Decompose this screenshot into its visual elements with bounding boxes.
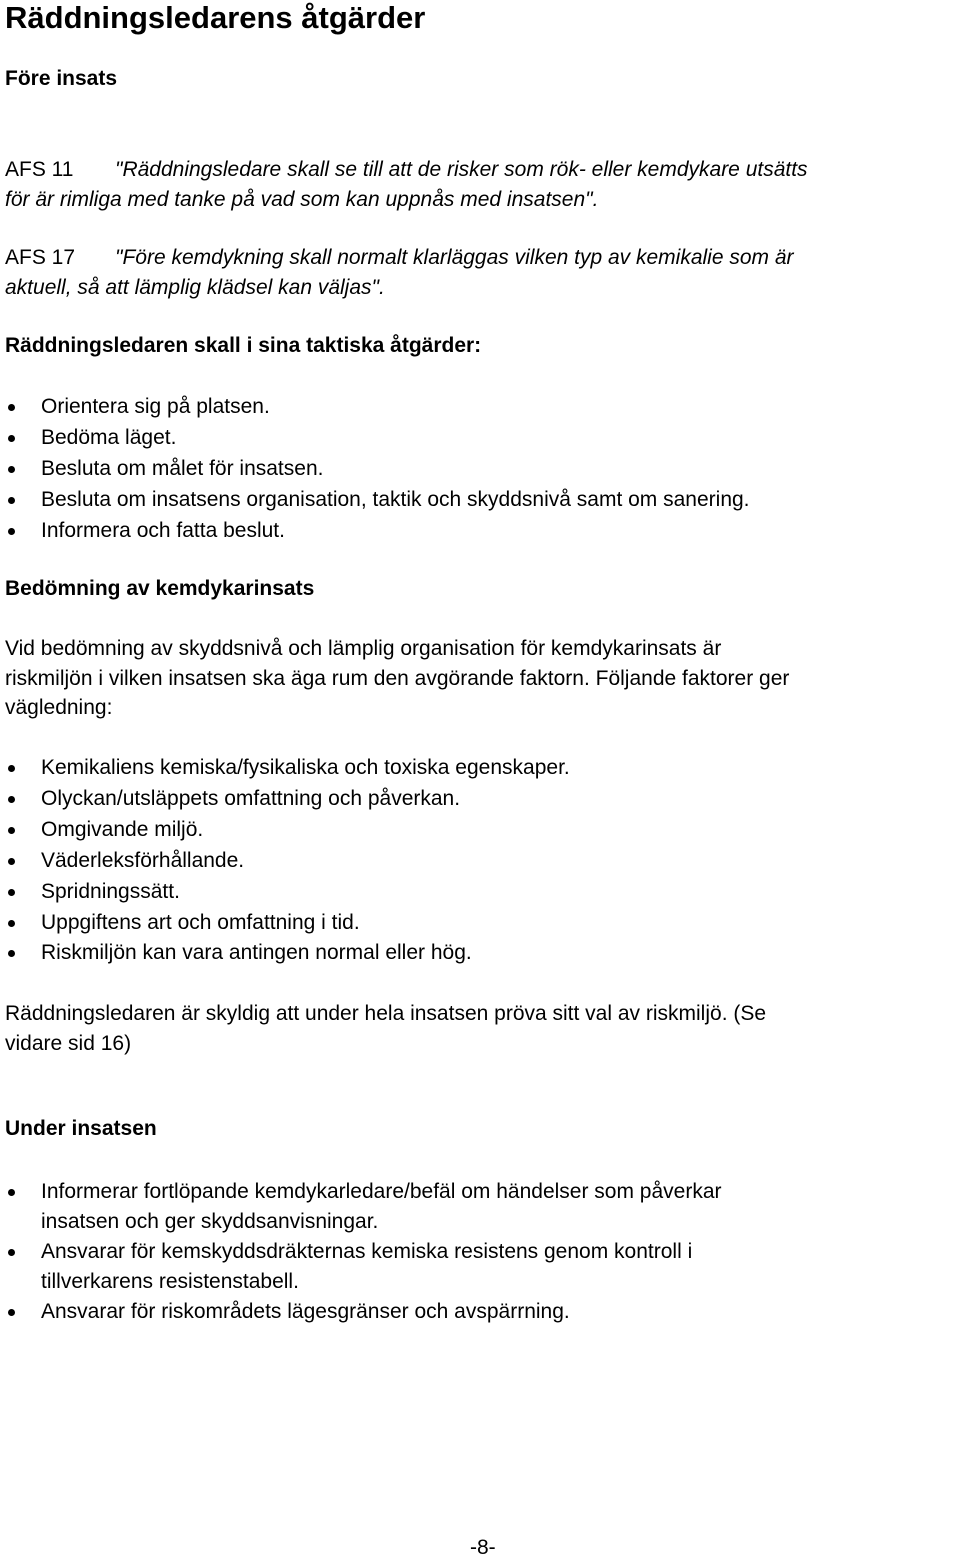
bullet-icon (8, 1249, 15, 1256)
afs11-quote-line-1: "Räddningsledare skall se till att de risker som rök- eller kemdykare utsätts (115, 158, 808, 181)
during-operation-list (0, 1177, 960, 1327)
bullet-icon (8, 528, 15, 535)
bullet-icon (8, 950, 15, 957)
assessment-line-1: Vid bedömning av skyddsnivå och lämplig organisation för kemdykarinsats är (5, 637, 722, 660)
list-item: Riskmiljön kan vara antingen normal eller hög. (0, 938, 960, 969)
afs11-paragraph (5, 155, 808, 214)
list-item: Ansvarar för kemskyddsdräkternas kemiska resistens genom kontroll i tillverkarens resistenstabell. (0, 1237, 960, 1297)
bullet-icon (8, 765, 15, 772)
bullet-icon (8, 858, 15, 865)
list-item: Kemikaliens kemiska/fysikaliska och toxiska egenskaper. (0, 753, 960, 784)
afs11-line-2: för är rimliga med tanke på vad som kan uppnås med insatsen". (5, 187, 599, 211)
list-item: Ansvarar för riskområdets lägesgränser och avspärrning. (0, 1297, 960, 1327)
page-title: Räddningsledarens åtgärder (5, 0, 426, 35)
bullet-icon (8, 1309, 15, 1316)
assessment-paragraph (5, 634, 789, 723)
section-heading-bedomning: Bedömning av kemdykarinsats (5, 577, 315, 600)
afs17-quote-line-1: "Före kemdykning skall normalt klarläggas vilken typ av kemikalie som är (115, 246, 794, 269)
afs17-paragraph (5, 243, 794, 302)
afs11-label: AFS 11 (5, 158, 74, 181)
closing-line-1: Räddningsledaren är skyldig att under hela insatsen pröva sitt val av riskmiljö. (Se (5, 1002, 767, 1025)
tactical-measures-list (0, 392, 960, 547)
closing-paragraph (5, 999, 766, 1058)
list-item: Omgivande miljö. (0, 815, 960, 846)
section-heading-fore-insats: Före insats (5, 67, 118, 90)
closing-line-2: vidare sid 16) (5, 1031, 132, 1055)
bullet-icon (8, 497, 15, 504)
list-item: Besluta om insatsens organisation, taktik och skyddsnivå samt om sanering. (0, 485, 960, 516)
section-heading-under-insatsen: Under insatsen (5, 1117, 157, 1140)
list-item: Uppgiftens art och omfattning i tid. (0, 908, 960, 939)
bullet-icon (8, 435, 15, 442)
list-item: Besluta om målet för insatsen. (0, 454, 960, 485)
bullet-icon (8, 466, 15, 473)
assessment-line-3: vägledning: (5, 696, 113, 719)
list-item: Orientera sig på platsen. (0, 392, 960, 423)
list-item: Bedöma läget. (0, 423, 960, 454)
bullet-icon (8, 920, 15, 927)
bullet-icon (8, 1189, 15, 1196)
bullet-icon (8, 889, 15, 896)
list-item: Väderleksförhållande. (0, 846, 960, 877)
bullet-icon (8, 404, 15, 411)
page-number: -8- (470, 1536, 496, 1559)
afs11-line-1 (5, 155, 808, 185)
afs17-line-2: aktuell, så att lämplig klädsel kan väljas". (5, 275, 385, 299)
afs17-line-1 (5, 243, 794, 273)
factors-list (0, 753, 960, 969)
list-item: Informera och fatta beslut. (0, 516, 960, 547)
bullet-icon (8, 796, 15, 803)
list-item: Olyckan/utsläppets omfattning och påverkan. (0, 784, 960, 815)
bullet-icon (8, 827, 15, 834)
afs17-label: AFS 17 (5, 246, 76, 269)
assessment-line-2: riskmiljön i vilken insatsen ska äga rum den avgörande faktorn. Följande faktorer ger (5, 666, 790, 690)
tactical-measures-heading: Räddningsledaren skall i sina taktiska åtgärder: (5, 334, 482, 357)
list-item: Spridningssätt. (0, 877, 960, 908)
list-item: Informerar fortlöpande kemdykarledare/befäl om händelser som påverkar insatsen och ger skyddsanvisningar. (0, 1177, 960, 1237)
